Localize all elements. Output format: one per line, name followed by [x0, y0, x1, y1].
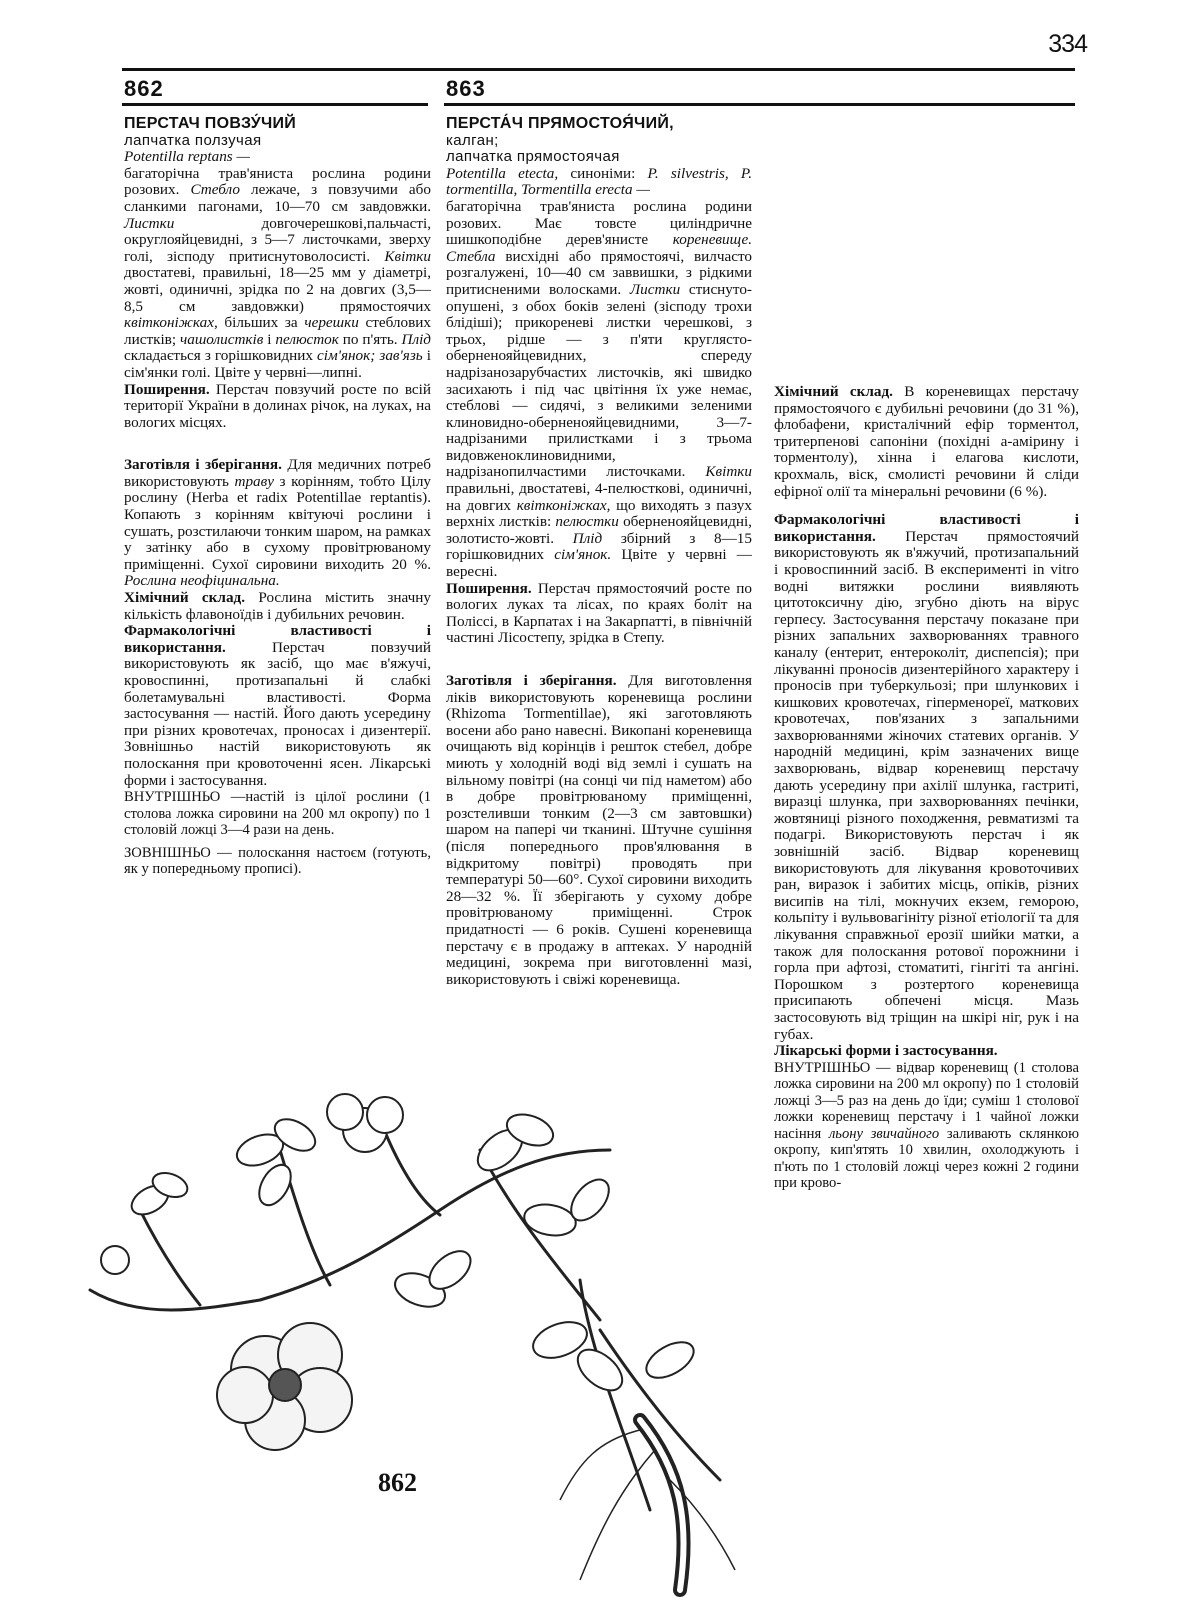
text-run: Фармакологічні властивості і використання.: [774, 511, 1079, 545]
text-run: що виходять з пазух верхніх листків:: [446, 496, 752, 531]
text-run: складається з горішковидних: [124, 347, 318, 365]
cinquefoil-illustration: [80, 1090, 740, 1600]
text-run: Листки: [629, 280, 681, 298]
text-run: Стебло: [190, 181, 240, 199]
text-run: льону звичайного: [828, 1125, 940, 1142]
text-run: з корінням, тобто Цілу рослину (Herba et radix Potentillae reptantis). Копають з корінням квітуючі рослини і сушать, розстилаючи тонким шаром, на рамках у затінку або в сухому провітрюваному приміщенні. Сухої сировини виходить 20 %.: [124, 472, 431, 573]
text-run: Квітки: [384, 247, 431, 265]
entry-863-chemistry: [774, 384, 1079, 500]
text-run: Перстач прямостоячий використовують як в'яжучий, протизапальний і кровоспинний засіб. В експерименті in vitro водні витяжки рослини виявляють цитотоксичну дію, згубно діють на вірус герпесу. Застосування перстачу показане при різних запальних захворюваннях травного каналу (ентерит, ентероколіт, диспепсія); при лікуванні проносів дизентерійного характеру і проносів при туберкульозі; при шлункових і кишкових кровотечах, гіперменореї, маткових кровотечах, пов'язаних з запальними захворюваннями жіночих статевих органів. У народній медицині, крім зазначених вище захворювань, відвар кореневищ перстачу дають усередину при ахілії шлунка, гастриті, виразці шлунка, при захворюваннях печінки, жовтяниці різного походження, ревматизмі та подагрі. Використовують перстач і як зовнішній засіб. Відвар кореневищ використовують для лікування кровоточивих ран, виразок і забитих місць, опіків, різних висипів на тілі, мокнучих екзем, геморою, кольпіту і вульвовагініту різної етіології та для лікування справжньої ерозії шийки матки, а також для полоскання ротової порожнини і горла при афтозі, стоматиті, гінгіті та ангіні. Порошком з розтертого кореневища присипають обпечені місця. Мазь застосовують від тріщин на шкірі ніг, рук і на губах.: [774, 527, 1079, 1043]
entry-number-863: 863: [446, 76, 486, 101]
entry-862-title: ПЕРСТАЧ ПОВЗУ́ЧИЙ: [124, 115, 297, 132]
text-run: квітконіжках,: [516, 496, 611, 514]
text-run: Рослина неофіцинальна.: [124, 572, 280, 590]
entry-862-ru-name: лапчатка ползучая: [124, 131, 262, 149]
text-run: Квітки: [705, 463, 752, 481]
text-run: P. silvestris, P. tormentilla, Tormentilla erecta —: [446, 164, 752, 199]
entry-863-pharmacology: [774, 512, 1079, 1043]
text-run: стиснуто-опушені, з обох боків зелені (зісподу трохи блідіші); прикореневі листки черешкові, з трьох, рідше — з п'яти кругляcто-оберненояйцевидних, спереду надрізанозарубчастих листочків, які швидко засихають і під час цвітіння їх уже немає, стеблові — сидячі, з великими зеленими клиновидно-оберненояйцевидними, 3—7-надрізаними прилистками і з трьома видовженоклиновидними, надрізанопилчастими листочками.: [446, 280, 752, 481]
entry-863-forms-heading: Лікарські форми і застосування.: [774, 1042, 998, 1060]
entry-863-internal: [774, 1060, 1079, 1192]
column-3: [774, 112, 1079, 1192]
text-run: Potentilla etecta,: [446, 164, 559, 182]
text-run: сім'янок.: [554, 546, 612, 564]
entry-863-ru-name: лапчатка прямостоячая: [446, 148, 620, 166]
text-run: пелюстки: [555, 513, 619, 531]
figure-label: 862: [378, 1468, 417, 1497]
entry-862-chemistry: [124, 590, 431, 623]
text-run: Поширення.: [124, 380, 210, 398]
text-run: Плід: [572, 529, 603, 547]
text-run: квітконіжках,: [124, 314, 218, 332]
entry-863-title-cont: калган;: [446, 131, 499, 149]
text-run: чашолистків: [179, 330, 264, 348]
entry-862-external: ЗОВНІШНЬО — полоскання настоєм (готують, як у попередньому прописі).: [124, 844, 431, 878]
text-run: збірний з 8—15 горішковидних: [446, 529, 752, 564]
text-run: пелюсток: [275, 330, 339, 348]
text-run: Хімічний склад.: [124, 589, 246, 607]
entry-862-pharmacology: [124, 623, 431, 789]
text-run: і сім'янки голі. Цвіте у червні—липні.: [124, 347, 431, 381]
text-run: Заготівля і зберігання.: [446, 672, 617, 689]
text-run: Для виготовлення ліків використовують кореневища рослини (Rhizoma Tormentillae), які заготовляють восени або рано навесні. Викопані кореневища очищають від корінців і решток стебел, добре миють у холодній воді від землі і сушать на вільному повітрі (на сонці чи під наметом) або в добре провітрюваному приміщенні, розстеливши тонким (2—3 см завтовшки) шаром на папері чи тканині. Штучне сушіння (після попереднього пров'ялювання в відкритому повітрі) проводять при температурі 50—60°. Сухої сировини виходить 28—32 %. Її зберігають у сухому добре провітрюваному приміщенні. Строк придатності — 6 років. Сушені кореневища перстачу є в продажу в аптеках. У народній медицині, зокрема при виготовленні мазі, використовують і свіжі кореневища.: [446, 672, 752, 988]
entry-862-distribution: [124, 382, 431, 432]
entry-862-harvest: [124, 457, 431, 590]
text-run: синоніми:: [558, 164, 648, 182]
text-run: Хімічний склад.: [774, 383, 893, 400]
entry-863-title: ПЕРСТА́Ч ПРЯМОСТОЯ́ЧИЙ,: [446, 115, 674, 132]
text-run: Листки: [124, 214, 175, 232]
text-run: оберненояйцевидні, золотисто-жовті.: [446, 513, 752, 547]
top-rule: [122, 68, 1075, 71]
text-run: Перстач повзучий росте по всій території України в долинах річок, на луках, на вологих місцях.: [124, 380, 431, 431]
text-run: правильні, двостатеві, 4-пелюсткові, одиничні, на довгих: [446, 480, 752, 514]
entry-rule-862: [122, 103, 428, 106]
text-run: по п'ять.: [338, 330, 402, 348]
text-run: Цвіте у червні — вересні.: [446, 546, 752, 581]
entry-number-862: 862: [124, 76, 164, 101]
text-run: і: [263, 330, 276, 348]
text-run: Поширення.: [446, 579, 532, 597]
entry-863-latin: [446, 166, 752, 199]
entry-862-internal: ВНУТРІШНЬО —настій із цілої рослини (1 столова ложка сировини на 200 мл окропу) по 1 столовій ложці 3—4 рази на день.: [124, 789, 431, 839]
text-run: довгочерешкові,пальчасті, округлояйцевидні, з 5—7 листочками, зверху голі, зісподу притиснутоволосисті.: [124, 214, 431, 265]
page-number: 334: [1048, 30, 1087, 58]
entry-863-description: [446, 199, 752, 581]
text-run: кореневище.: [672, 231, 752, 249]
text-run: траву: [234, 472, 274, 490]
entry-863-distribution: [446, 581, 752, 647]
text-run: Стебла: [446, 247, 496, 265]
text-run: заливають склянкою окропу, кип'ятять 10 хвилин, охолоджують і п'ють по 1 столовій ложці через кожні 2 години при крово-: [774, 1125, 1079, 1192]
entry-862-latin: Potentilla reptans —: [124, 148, 250, 166]
text-run: Для медичних потреб використовують: [124, 456, 432, 490]
text-run: Заготівля і зберігання.: [124, 456, 282, 474]
text-run: Перстач прямостоячий росте по вологих луках та лісах, по краях боліт на Поліссі, в Карпатах і на Закарпатті, в північній частині Лісостепу, зрідка в Степу.: [446, 579, 752, 647]
text-run: ВНУТРІШНЬО — відвар кореневищ (1 столова ложка сировини на 200 мл окропу) по 1 столовій ложці 3—5 раз на день до їди; суміш 1 столової ложки кореневищ перстачу і 1 чайної ложки насіння: [774, 1059, 1079, 1142]
text-run: черешки: [304, 314, 359, 332]
column-1: [124, 116, 431, 878]
text-run: більших за: [217, 314, 305, 332]
text-run: висхідні або прямостоячі, вилчасто розгалужені, 10—40 см заввишки, з рідкими притисненими волосками.: [446, 247, 752, 298]
text-run: багаторічна трав'яниста рослина родини розових.: [124, 164, 431, 199]
text-run: Перстач повзучий використовують як засіб, що має в'яжучі, кровоспинні, протизапальні й слабкі болетамувальні властивості. Форма застосування — настій. Його дають усередину при різних кровотечах, проносах і дизентерії. Зовнішньо настій використовують як полоскання при кровоточенні ясен. Лікарські форми і застосування.: [124, 638, 431, 789]
text-run: стеблових листків;: [124, 314, 431, 348]
text-run: Фармакологічні властивості і використання.: [124, 622, 431, 656]
entry-863-harvest: [446, 673, 752, 988]
large-flower: [217, 1323, 352, 1450]
column-2: [446, 116, 752, 988]
text-run: Рослина містить значну кількість флавоноїдів і дубильних речовин.: [124, 589, 431, 623]
entry-862-description: [124, 166, 431, 382]
text-run: В кореневищах перстачу прямостоячого є дубильні речовини (до 31 %), флобафени, кристалічний ефір торментол, тритерпенові сапоніни (похідні а-амірину і торментолу), хінна і елагова кислоти, крохмаль, віск, смолисті речовини й сліди ефірної олії та мінеральні речовини (6 %).: [774, 383, 1079, 500]
text-run: лежаче, з повзучими або сланкими пагонами, 10—70 см завдовжки.: [124, 181, 431, 215]
text-run: сім'янок; зав'язь: [317, 347, 423, 365]
text-run: двостатеві, правильні, 18—25 мм у діаметрі, жовті, одиничні, зрідка по 2 на довгих (3,5—8,5 см завдовжки) прямостоячих: [124, 264, 431, 315]
entry-rule-863: [444, 103, 1075, 106]
text-run: Плід: [401, 330, 431, 348]
text-run: багаторічна трав'яниста рослина родини розових. Має товсте циліндричне шишкоподібне дерев'янисте: [446, 197, 752, 249]
